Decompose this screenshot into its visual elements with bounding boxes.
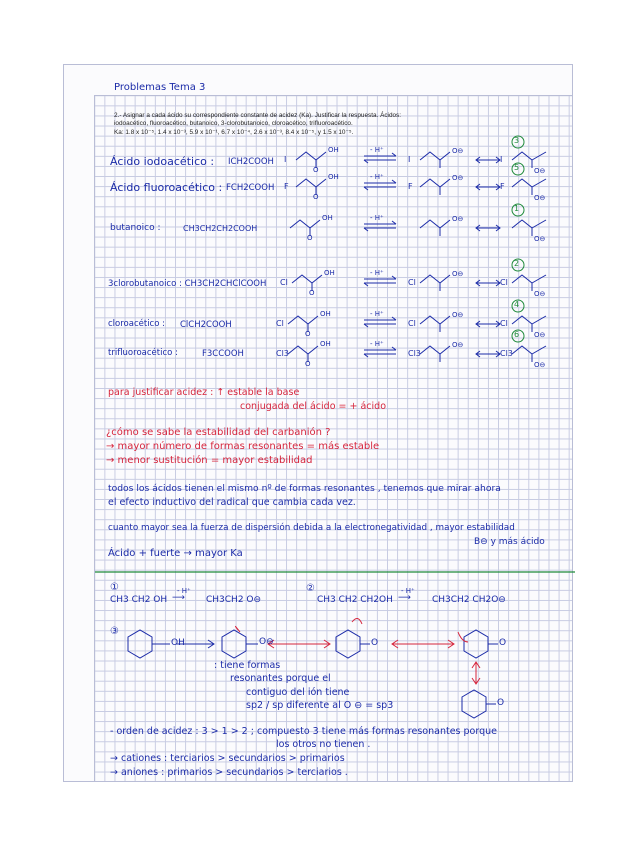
resonance-3-anion: O⊖: [534, 235, 546, 243]
acid-6-name: trifluoroacético :: [108, 348, 178, 358]
paragraph-2: el efecto inductivo del radical que cambia cada vez.: [108, 497, 356, 508]
base-2-chain: [420, 179, 450, 187]
resonance-3-chain: [512, 220, 532, 228]
resonance-4-chain: [512, 275, 532, 283]
acid-4-name: 3clorobutanoico : CH3CH2CHClCOOH: [108, 279, 267, 289]
resonance-3-co-double: [532, 220, 546, 228]
acid-1-substituent: I: [284, 155, 287, 164]
resonance-5-anion: O⊖: [534, 331, 546, 339]
base-5-substituent: Cl: [408, 319, 416, 328]
acid-1-chain: [296, 152, 326, 160]
paragraph-5: Ácido + fuerte → mayor Ka: [108, 548, 243, 559]
acid-4-oh: OH: [324, 269, 335, 277]
acid-2-chain: [296, 179, 326, 187]
base-2-substituent: F: [408, 182, 413, 191]
resonance-5-substituent: Cl: [500, 319, 508, 328]
question-3: → menor sustitución = mayor estabilidad: [106, 455, 313, 466]
problem-line-2: iodoacético, fluoroacético, butanoico, 3-clorobutanoico, cloroacético, trifluoroacético.: [114, 120, 353, 127]
base-5-chain: [420, 316, 450, 324]
s2-note-3: contiguo del ión tiene: [246, 687, 350, 698]
s2-product-1: CH3CH2 O⊖: [206, 595, 262, 605]
acidity-order-2: los otros no tienen .: [276, 739, 371, 750]
s2-arrow-label-1: - H⁺: [177, 587, 191, 595]
s2-arrow-label-2: - H⁺: [401, 587, 415, 595]
acid-3-oh: OH: [322, 214, 333, 222]
acid-2-rank: 5: [514, 163, 520, 172]
s2-number-1: ①: [110, 582, 119, 593]
acid-2-substituent: F: [284, 182, 289, 191]
acid-5-rank: 4: [514, 300, 520, 309]
resonance-5-chain: [512, 316, 532, 324]
resonance-4-co-double: [532, 275, 546, 283]
base-5-anion: O⊖: [452, 311, 464, 319]
page-title: Problemas Tema 3: [114, 82, 206, 93]
question-1: ¿cómo se sabe la estabilidad del carbanión ?: [106, 427, 331, 438]
s2-note-2: resonantes porque el: [230, 673, 331, 684]
acid-3-name: butanoico :: [110, 223, 161, 233]
resonance-2-chain: [512, 179, 532, 187]
acid-6-arrow-label: - H⁺: [370, 340, 384, 348]
s2-reactant-2: CH3 CH2 CH2OH: [317, 595, 393, 605]
acid-1-formula: ICH2COOH: [228, 157, 274, 167]
acid-1-oh: OH: [328, 146, 339, 154]
acid-5-o: O: [305, 330, 311, 338]
s2-number-3: ③: [110, 626, 119, 637]
resonance-6-substituent: Cl3: [500, 349, 513, 358]
base-2-anion: O⊖: [452, 174, 464, 182]
acid-5-arrow-label: - H⁺: [370, 310, 384, 318]
resonance-6-co-double: [532, 346, 546, 354]
base-1-chain: [420, 152, 450, 160]
acid-5-oh: OH: [320, 310, 331, 318]
acid-2-oh: OH: [328, 173, 339, 181]
acid-6-substituent: Cl3: [276, 349, 289, 358]
acid-4-substituent: Cl: [280, 278, 288, 287]
base-3-anion: O⊖: [452, 215, 464, 223]
s2-note-4: sp2 / sp diferente al O ⊖ = sp3: [246, 700, 394, 711]
phenol-oh: OH: [171, 638, 185, 648]
resonance-2-anion: O⊖: [534, 194, 546, 202]
resonance-5-co-double: [532, 316, 546, 324]
resonance-4-anion: O⊖: [534, 290, 546, 298]
acid-4-chain: [292, 275, 322, 283]
base-4-chain: [420, 275, 450, 283]
acid-4-o: O: [309, 289, 315, 297]
acid-6-o: O: [305, 360, 311, 368]
resonance-1-anion: O⊖: [534, 167, 546, 175]
acid-5-substituent: Cl: [276, 319, 284, 328]
base-4-anion: O⊖: [452, 270, 464, 278]
acid-1-name: Ácido iodoacético :: [110, 155, 215, 168]
cation-order: → cationes : terciarios > secundarios > primarios: [110, 753, 345, 764]
base-3-chain: [420, 220, 450, 228]
s2-number-2: ②: [306, 583, 315, 594]
acid-2-name: Ácido fluoroacético :: [110, 181, 223, 194]
resonance-2-co-double: [532, 179, 546, 187]
acid-5-chain: [288, 316, 318, 324]
acid-1-o: O: [313, 166, 319, 174]
acid-3-chain: [290, 220, 320, 228]
resonance-o-1: O: [371, 638, 379, 648]
question-2: → mayor número de formas resonantes = más estable: [106, 441, 380, 452]
phenoxide-o: O⊖: [259, 637, 274, 647]
resonance-1-substituent: I: [500, 155, 503, 164]
resonance-o-3: O: [497, 698, 505, 708]
acid-4-arrow-label: - H⁺: [370, 269, 384, 277]
resonance-o-2: O: [499, 638, 507, 648]
s2-arrow-1: ⟶: [172, 593, 185, 603]
acid-6-chain: [288, 346, 318, 354]
acid-2-formula: FCH2COOH: [226, 183, 275, 193]
acid-2-arrow-label: - H⁺: [370, 173, 384, 181]
resonance-6-anion: O⊖: [534, 361, 546, 369]
paragraph-3: cuanto mayor sea la fuerza de dispersión debida a la electronegatividad , mayor estabilidad: [108, 523, 515, 533]
acid-2-o: O: [313, 193, 319, 201]
acidity-order-1: - orden de acidez : 3 > 1 > 2 ; compuesto 3 tiene más formas resonantes porque: [110, 726, 497, 737]
acid-6-oh: OH: [320, 340, 331, 348]
problem-line-3: Ka: 1.8 x 10⁻⁵, 1.4 x 10⁻³, 5.9 x 10⁻¹, 6.7 x 10⁻⁴, 2.6 x 10⁻³, 8.4 x 10⁻⁵, y 1.5 x 10⁻⁵.: [114, 129, 354, 136]
base-6-substituent: Cl3: [408, 349, 421, 358]
acid-3-formula: CH3CH2CH2COOH: [183, 224, 258, 233]
base-1-substituent: I: [408, 155, 411, 164]
acid-3-rank: 1: [514, 204, 520, 213]
resonance-1-chain: [512, 152, 532, 160]
acid-1-arrow-label: - H⁺: [370, 146, 384, 154]
justify-line-1: para justificar acidez : ↑ estable la base: [108, 387, 300, 398]
base-4-substituent: Cl: [408, 278, 416, 287]
acid-4-rank: 2: [514, 259, 520, 268]
base-6-anion: O⊖: [452, 341, 464, 349]
acid-6-rank: 6: [514, 330, 520, 339]
acid-3-o: O: [307, 234, 313, 242]
acid-5-name: cloroacético :: [108, 319, 165, 329]
resonance-1-co-double: [532, 152, 546, 160]
resonance-6-chain: [512, 346, 532, 354]
s2-reactant-1: CH3 CH2 OH: [110, 595, 168, 605]
paragraph-4: B⊖ y más ácido: [474, 537, 545, 547]
s2-arrow-2: ⟶: [398, 593, 411, 603]
justify-line-2: conjugada del ácido = + ácido: [240, 401, 387, 412]
problem-line-1: 2.- Asignar a cada ácido su correspondiente constante de acidez (Ka). Justificar la respuesta. Ácidos:: [114, 112, 402, 119]
acid-6-formula: F3CCOOH: [202, 349, 244, 359]
s2-note-1: : tiene formas: [214, 660, 281, 671]
resonance-4-substituent: Cl: [500, 278, 508, 287]
acid-1-rank: 3: [514, 136, 520, 145]
acid-5-formula: ClCH2COOH: [180, 320, 232, 330]
base-1-anion: O⊖: [452, 147, 464, 155]
acid-3-arrow-label: - H⁺: [370, 214, 384, 222]
resonance-2-substituent: F: [500, 182, 505, 191]
anion-order: → aniones : primarios > secundarios > terciarios .: [110, 767, 348, 778]
base-6-chain: [420, 346, 450, 354]
paragraph-1: todos los ácidos tienen el mismo nº de formas resonantes , tenemos que mirar ahora: [108, 483, 501, 494]
s2-product-2: CH3CH2 CH2O⊖: [432, 595, 506, 605]
